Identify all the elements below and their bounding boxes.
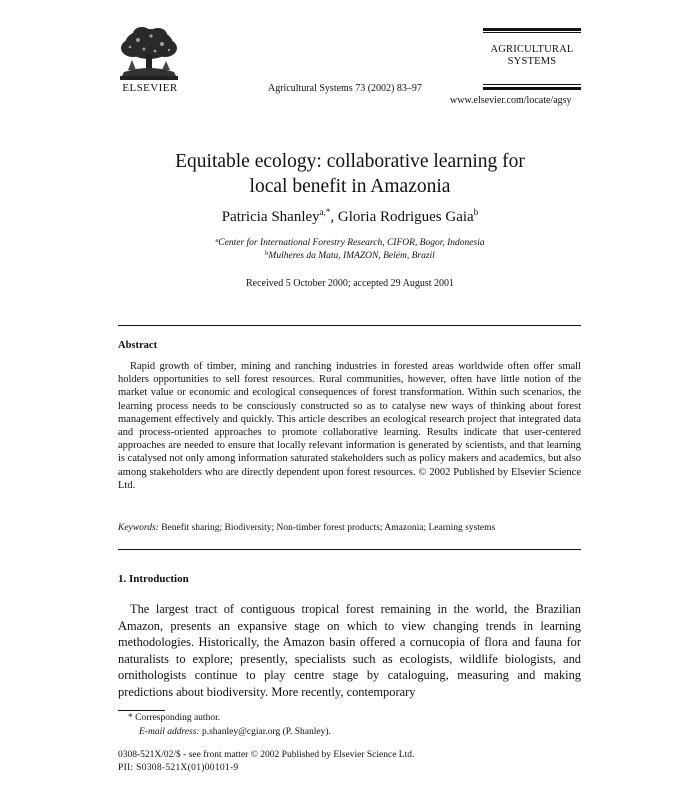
affiliation-text: Center for International Forestry Research, CIFOR, Bogor, Indonesia bbox=[218, 238, 485, 248]
footnote-corresponding-author: * Corresponding author. bbox=[128, 713, 221, 723]
issn-line: 0308-521X/02/$ - see front matter © 2002 Published by Elsevier Science Ltd. bbox=[118, 750, 415, 760]
keywords bbox=[118, 523, 581, 533]
received-dates: Received 5 October 2000; accepted 29 August 2001 bbox=[246, 278, 454, 289]
article-title-line1: Equitable ecology: collaborative learning for bbox=[175, 151, 525, 172]
journal-citation: Agricultural Systems 73 (2002) 83–97 bbox=[268, 83, 422, 94]
keywords-label: Keywords: bbox=[118, 523, 159, 533]
abstract-top-rule bbox=[118, 325, 581, 326]
publisher-name: ELSEVIER bbox=[122, 82, 178, 94]
header-rule bbox=[483, 84, 581, 85]
article-title-line2: local benefit in Amazonia bbox=[249, 176, 451, 197]
section-heading-introduction: 1. Introduction bbox=[118, 573, 189, 585]
header-rule bbox=[483, 32, 581, 33]
affiliation-a bbox=[100, 238, 600, 248]
author-name: Gloria Rodrigues Gaia bbox=[337, 209, 474, 225]
author-separator: , bbox=[330, 209, 338, 225]
footnote-email bbox=[139, 727, 331, 737]
journal-name-line1: AGRICULTURAL bbox=[490, 44, 574, 55]
header-rule bbox=[483, 28, 581, 31]
header-rule bbox=[483, 87, 581, 90]
email-address-link[interactable]: p.shanley@cgiar.org (P. Shanley). bbox=[201, 727, 331, 737]
author-affiliation-mark: a,* bbox=[319, 207, 331, 217]
affiliation-b bbox=[100, 251, 600, 261]
email-label: E-mail address: bbox=[139, 727, 200, 737]
pii-line: PII: S0308-521X(01)00101-9 bbox=[118, 763, 239, 773]
affiliation-text: Mulheres da Mata, IMAZON, Belém, Brazil bbox=[268, 251, 435, 261]
abstract-heading: Abstract bbox=[118, 340, 158, 351]
author-affiliation-mark: b bbox=[473, 207, 479, 217]
keywords-list: Benefit sharing; Biodiversity; Non-timber forest products; Amazonia; Learning systems bbox=[161, 523, 496, 533]
article-title bbox=[100, 149, 600, 199]
journal-name-line2: SYSTEMS bbox=[507, 56, 557, 67]
introduction-body: The largest tract of contiguous tropical forest remaining in the world, the Brazilian Amazon, presents an expansive stage on which to view changing trends in learning methodologies. Historically, the Amazon basin offered a cornucopia of flora and fauna for naturalists to explore; presently, specialists such as ecologists, wildlife biologists, and ornithologists continue to play centre stage by cataloguing, measuring and making predictions about biodiversity. More recently, contemporary bbox=[118, 602, 581, 699]
journal-name bbox=[474, 44, 590, 68]
abstract-bottom-rule bbox=[118, 549, 581, 550]
elsevier-tree-logo bbox=[118, 24, 180, 82]
author-list bbox=[100, 209, 600, 226]
footnote-rule bbox=[118, 710, 165, 711]
affiliation-mark: a bbox=[215, 237, 219, 244]
abstract-body: Rapid growth of timber, mining and ranching industries in forested areas worldwide often offer small holders opportunities to sell forest resources. Rural communities, however, often have little notion of the market value or economic and ecological consequences of forest transformation. Within such scenarios, the learning process needs to be consciously constructed so as to catalyse new ways of thinking about forest management effectively and quickly. This article describes an ecological research project that integrated data and process-oriented approaches to promote collaborative learning. Results indicate that user-centered approaches are needed to ensure that locally relevant information is generated by scientists, and that learning is catalysed not only among information saturated stakeholders such as policy makers and academics, but also among stakeholders who are directly dependent upon forest resources. © 2002 Published by Elsevier Science Ltd. bbox=[118, 361, 581, 491]
affiliation-mark: b bbox=[265, 250, 269, 257]
journal-url-link[interactable]: www.elsevier.com/locate/agsy bbox=[450, 95, 572, 106]
author-name: Patricia Shanley bbox=[221, 209, 320, 225]
